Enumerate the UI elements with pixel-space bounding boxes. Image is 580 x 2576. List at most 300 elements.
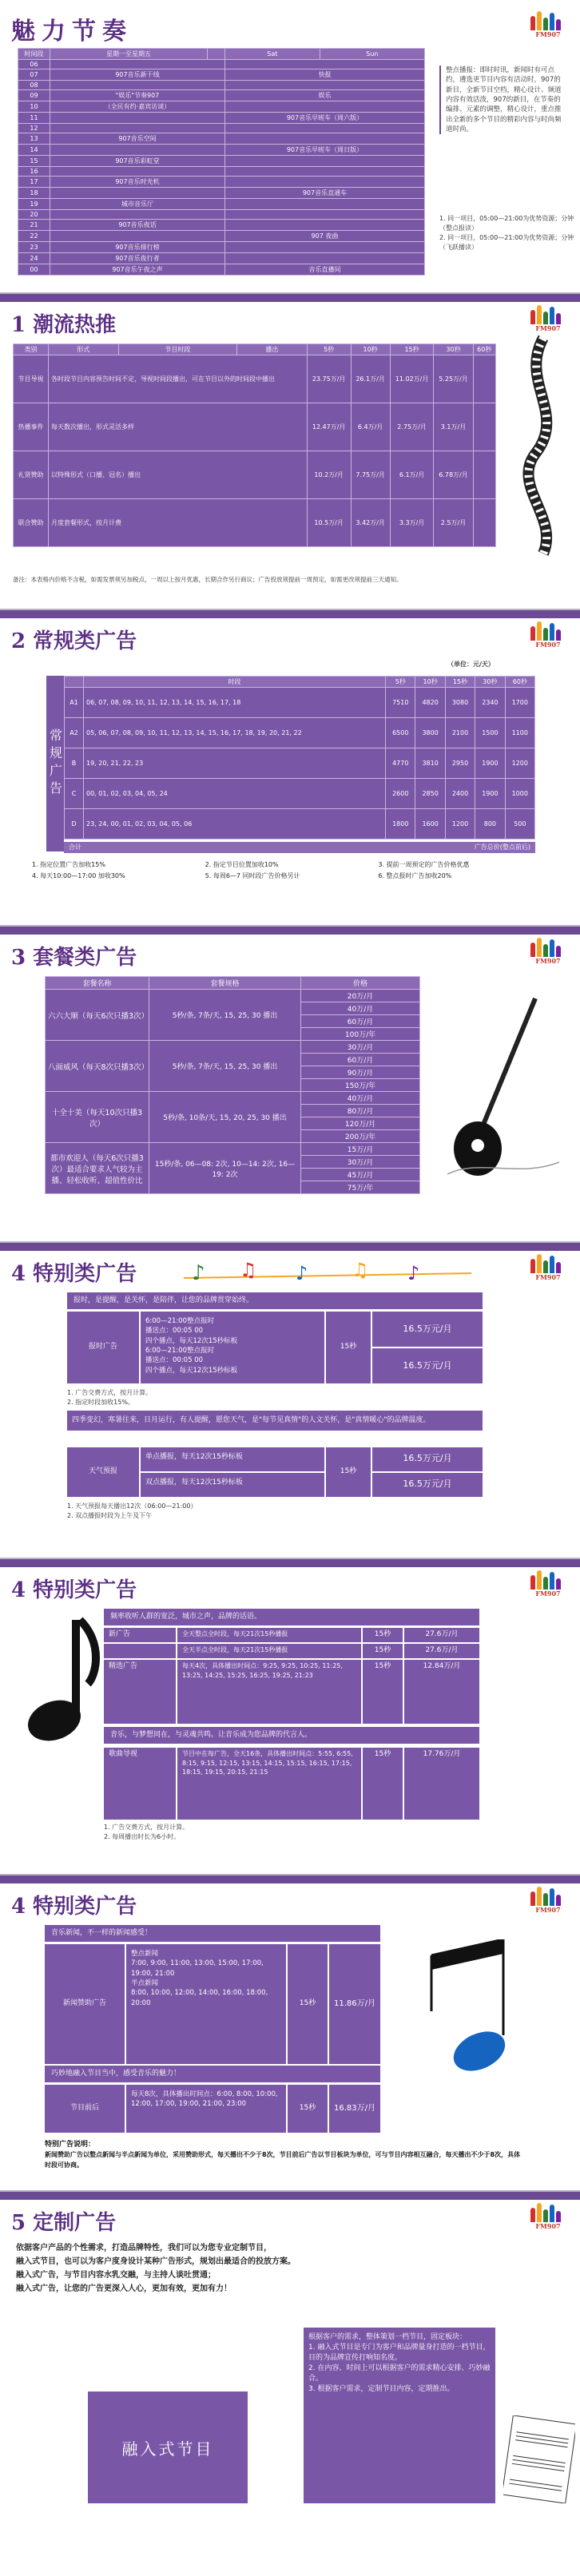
schedule-row (18, 69, 425, 81)
hot-price: 12.47万/月 (307, 403, 351, 451)
logo: FM907 (526, 2198, 570, 2230)
slide-band (0, 2192, 580, 2200)
special2-note: 1. 广告交费方式，按月计算。 2. 每周播出时长为6小时。 (104, 1824, 189, 1840)
package-price: 150万/年 (301, 1079, 420, 1092)
hot-price: 26.1万/月 (351, 355, 390, 403)
schedule-weekend: 907音乐直通车 (224, 188, 424, 199)
schedule-weekend: 907音乐早班车（周六版） (224, 113, 424, 124)
slide-special-2 (0, 1559, 580, 1875)
hot-table (13, 343, 496, 547)
regular-price: 1200 (445, 809, 475, 839)
schedule-header-cell: 时间段 (18, 49, 50, 60)
regular-header-cell (65, 677, 84, 688)
hot-desc: 以特殊形式（口播、冠名）播出 (48, 451, 307, 499)
regular-vertical-label-box (46, 676, 64, 851)
schedule-row (18, 220, 425, 231)
schedule-header-cell: 星期一至星期五 (50, 49, 208, 60)
slide-schedule (0, 0, 580, 294)
custom-box (88, 2391, 248, 2503)
special2-intro: 频率收听人群的宽泛，城市之声，品牌的话语。 (104, 1609, 479, 1625)
schedule-weekday: 907音乐彩虹堂 (50, 156, 225, 167)
schedule-hour: 00 (18, 264, 50, 276)
schedule-hour: 11 (18, 113, 50, 124)
hot-price: 3.1万/月 (434, 403, 473, 451)
hot-row (14, 403, 496, 451)
piano-keys-graphic (511, 334, 575, 558)
slide-band (0, 1243, 580, 1251)
special2-row-price: 27.6万/月 (404, 1644, 479, 1658)
hot-header-cell: 类别 (14, 344, 49, 355)
schedule-weekday: 907音乐午夜之声 (50, 264, 225, 276)
hot-category: 节目导视 (14, 355, 49, 403)
logo: FM907 (526, 300, 570, 332)
slide-hot (0, 294, 580, 610)
regular-price: 4820 (415, 688, 445, 718)
hot-price: 23.75万/月 (307, 355, 351, 403)
schedule-row (18, 124, 425, 133)
package-row (46, 990, 420, 1002)
schedule-hour: 06 (18, 60, 50, 69)
svg-text:♪: ♪ (407, 1262, 420, 1284)
schedule-row (18, 101, 425, 113)
schedule-row (18, 133, 425, 145)
schedule-row (18, 231, 425, 242)
slide-package (0, 927, 580, 1243)
regular-note: 3. 提前一周预定的广告价格优惠 (378, 861, 470, 868)
schedule-weekday: 城市音乐厅 (50, 199, 225, 210)
special2-row-length: 15秒 (363, 1628, 403, 1642)
schedule-side-text: 整点播报：即时时讯，新闻时有可点约，遴选更节目内容有活动时，907的新目，全新节目空档，精心设计、频道内容有效活泼，907的新目，在节奏的编排、元素的调整，精心设计，重点推出全新的多个节目的精彩内容与时尚频道时尚。 (439, 65, 567, 134)
schedule-hour: 24 (18, 253, 50, 264)
schedule-hour: 08 (18, 81, 50, 90)
special3-notes-title: 特别广告说明： (45, 2141, 96, 2149)
schedule-weekend (224, 156, 424, 167)
regular-price: 1200 (505, 748, 534, 779)
regular-slots: 19, 20, 21, 22, 23 (83, 748, 385, 779)
regular-level: A1 (65, 688, 84, 718)
schedule-row (18, 210, 425, 220)
sheet-music-graphic (503, 2415, 575, 2503)
special2-row-price: 27.6万/月 (404, 1628, 479, 1642)
schedule-weekday: 907音乐时光机 (50, 177, 225, 188)
regular-level: B (65, 748, 84, 779)
schedule-row (18, 177, 425, 188)
schedule-weekday: 907音乐新干线 (50, 69, 225, 81)
special3-news-name: 新闻赞助广告 (45, 1944, 125, 2064)
schedule-row (18, 242, 425, 253)
custom-intro: 依据客户产品的个性需求，打造品牌特性，我们可以为您专业定制节目， 融入式节目，也可以为客户度身设计某种广告形式，规划出最适合的投放方案。 融入式广告，与节目内容水乳交融，与主持人谈吐贯通； 融入式广告，让您的广告更深入人心，更加有效，更加有力！ (16, 2244, 296, 2293)
regular-price: 6500 (386, 718, 415, 748)
schedule-weekday (50, 167, 225, 177)
hot-price: 5.25万/月 (434, 355, 473, 403)
schedule-weekend (224, 253, 424, 264)
svg-text:♪: ♪ (192, 1261, 205, 1285)
logo: FM907 (526, 1249, 570, 1281)
schedule-weekend (224, 220, 424, 231)
package-price: 75万/年 (301, 1181, 420, 1194)
schedule-weekend: 907 夜曲 (224, 231, 424, 242)
special3-program-name: 节目前后 (45, 2085, 125, 2133)
schedule-weekday (50, 210, 225, 220)
regular-price: 3810 (415, 748, 445, 779)
hot-price: 3.42万/月 (351, 499, 390, 547)
section-title: 5 定制广告 (11, 2211, 117, 2235)
package-price: 30万/月 (301, 1041, 420, 1054)
hot-header-cell: 5秒 (307, 344, 351, 355)
special1-rule-1: 1. 广告交费方式，按月计算。 2. 指定时段加收15%。 (67, 1389, 153, 1406)
logo (526, 6, 570, 38)
schedule-row (18, 81, 425, 90)
logo: FM907 (526, 617, 570, 649)
package-price: 45万/月 (301, 1169, 420, 1181)
special1-weather-name: 天气预报 (67, 1447, 139, 1497)
hot-header-cell: 播出 (237, 344, 308, 355)
regular-slots: 00, 01, 02, 03, 04, 05, 24 (83, 779, 385, 809)
hot-category: 联合赞助 (14, 499, 49, 547)
schedule-weekday: 907音乐空间 (50, 133, 225, 145)
logo-text: FM907 (535, 30, 561, 38)
regular-note: 5. 每周6—7 同时段广告价格另计 (205, 871, 300, 879)
special2-row-price: 12.84万/月 (404, 1660, 479, 1724)
regular-header-cell: 5秒 (386, 677, 415, 688)
special1-time-length: 15秒 (326, 1312, 371, 1383)
total-value: 广告总价(整点前后) (474, 843, 530, 851)
hot-header-cell: 10秒 (351, 344, 390, 355)
schedule-row (18, 264, 425, 276)
schedule-weekday (50, 124, 225, 133)
regular-level: A2 (65, 718, 84, 748)
schedule-weekday (50, 81, 225, 90)
schedule-hour: 22 (18, 231, 50, 242)
special1-rule-2: 1. 天气预报每天播出12次（06:00—21:00） 2. 双点播报时段为上午及下午 (67, 1502, 197, 1519)
regular-price: 2340 (475, 688, 505, 718)
special3-program-length: 15秒 (288, 2085, 328, 2133)
hot-desc: 月度套餐形式，按月计费 (48, 499, 307, 547)
schedule-weekday (50, 60, 225, 69)
schedule-header-cell (208, 49, 225, 60)
special2-row-name (104, 1644, 176, 1658)
package-header-cell: 套餐名称 (46, 977, 149, 990)
schedule-weekday: 907音乐夜行者 (50, 253, 225, 264)
special1-mid-text: 四季变幻，寒暑往来，日月运行，有人提醒，愿您天气，是"每节见真情"的人文关怀，是"真情暖心"的品牌温度。 (67, 1411, 483, 1431)
regular-level: C (65, 779, 84, 809)
special1-weather-b: 双点播报，每天12次15秒标板 (141, 1473, 324, 1497)
schedule-hour: 07 (18, 69, 50, 81)
schedule-row (18, 167, 425, 177)
regular-row (65, 809, 535, 839)
special2-row-name: 精选广告 (104, 1660, 176, 1724)
schedule-table (18, 48, 425, 276)
slide-custom (0, 2192, 580, 2520)
regular-price: 1900 (475, 748, 505, 779)
slide-band (0, 1875, 580, 1883)
hot-header-cell: 节目时段 (118, 344, 237, 355)
regular-price: 800 (475, 809, 505, 839)
svg-text:♫: ♫ (352, 1259, 369, 1281)
slide-band (0, 927, 580, 935)
regular-price: 1600 (415, 809, 445, 839)
package-price: 30万/月 (301, 1156, 420, 1169)
schedule-row (18, 60, 425, 69)
slide-band (0, 610, 580, 618)
package-price: 40万/月 (301, 1092, 420, 1105)
regular-price: 1100 (505, 718, 534, 748)
custom-right-text: 根据客户的需求，整体策划一档节目，固定板块： 1. 融入式节目是专门为客户和品牌量身打造的一档节目，目的为品牌宣传打响知名度。 2. 在内容、时间上可以根据客户的需求精心安排、巧妙融合。 3. 根据客户需求，定制节目内容，定期推出。 (304, 2328, 495, 2503)
regular-slots: 23, 24, 00, 01, 02, 03, 04, 05, 06 (83, 809, 385, 839)
hot-header-cell: 60秒 (473, 344, 495, 355)
hot-desc: 各时段节目内容预告时间不定，导视时间段播出，可在节目以外的时间段中播出 (48, 355, 307, 403)
regular-price: 1500 (475, 718, 505, 748)
section-title: 4 特别类广告 (11, 1578, 137, 1602)
regular-price: 1800 (386, 809, 415, 839)
schedule-weekday (50, 231, 225, 242)
regular-price: 2850 (415, 779, 445, 809)
hot-row (14, 451, 496, 499)
regular-price: 4770 (386, 748, 415, 779)
special1-weather-price-2: 16.5万元/月 (372, 1473, 483, 1497)
schedule-weekend: 907音乐早班车（周日版） (224, 145, 424, 156)
schedule-note-2: 2. 同一项目，05:00—21:00为优势资源；分钟（飞跃播读） (439, 234, 574, 251)
schedule-row (18, 156, 425, 167)
package-header-cell: 套餐规格 (149, 977, 301, 990)
big-music-note-graphic (16, 1612, 104, 1756)
special1-time-price-1: 16.5万元/月 (372, 1312, 483, 1347)
logo: FM907 (526, 933, 570, 965)
hot-price: 6.78万/月 (434, 451, 473, 499)
custom-box-label: 融入式节目 (121, 2439, 214, 2459)
regular-header-cell: 15秒 (445, 677, 475, 688)
regular-price: 2950 (445, 748, 475, 779)
special1-weather-a: 单点播报，每天12次15秒标板 (141, 1447, 324, 1471)
special1-time-price-2: 16.5万元/月 (372, 1348, 483, 1383)
package-price: 80万/月 (301, 1105, 420, 1117)
regular-table (64, 676, 535, 839)
svg-text:♪: ♪ (296, 1262, 308, 1284)
regular-vertical-label: 常规广告 (47, 728, 63, 799)
special2-row-length: 15秒 (363, 1660, 403, 1724)
schedule-row (18, 253, 425, 264)
special1-weather-price-1: 16.5万元/月 (372, 1447, 483, 1471)
schedule-hour: 15 (18, 156, 50, 167)
schedule-hour: 19 (18, 199, 50, 210)
schedule-weekday: （全民有约·嘉宾访谈） (50, 101, 225, 113)
hot-price: 6.1万/月 (390, 451, 434, 499)
regular-slots: 05, 06, 07, 08, 09, 10, 11, 12, 13, 14, 15, 16, 17, 18, 19, 20, 21, 22 (83, 718, 385, 748)
hot-price-empty (473, 355, 495, 403)
regular-price: 1700 (505, 688, 534, 718)
section-title: 3 套餐类广告 (11, 946, 137, 970)
logo: FM907 (526, 1882, 570, 1914)
special2-row-desc: 节目中在每广告，全天16条，具体播出时间点：5:55, 6:55, 8:15, 9:15, 12:15, 13:15, 14:15, 15:15, 16:15, 17:15, 18:15, 19:15, 20:15, 21:15 (177, 1748, 361, 1820)
package-price: 40万/月 (301, 1002, 420, 1015)
schedule-hour: 09 (18, 90, 50, 101)
logo: FM907 (526, 1566, 570, 1598)
regular-note: 4. 每天10:00—17:00 加收30% (32, 871, 125, 879)
regular-row (65, 718, 535, 748)
regular-price: 2100 (445, 718, 475, 748)
section-title: 4 特别类广告 (11, 1895, 137, 1919)
package-name: 十全十美（每天10次只播3次） (46, 1092, 149, 1143)
schedule-weekday (50, 145, 225, 156)
special2-row-desc: 每天4次，具体播出时间点：9:25, 9:25, 10:25, 11:25, 13:25, 14:25, 15:25, 16:25, 19:25, 21:23 (177, 1660, 361, 1724)
regular-header-cell: 时段 (83, 677, 385, 688)
schedule-weekend (224, 81, 424, 90)
section-title: 2 常规类广告 (11, 629, 137, 653)
package-name: 六六大顺（每天6次只播3次） (46, 990, 149, 1041)
hot-header-cell: 形式 (48, 344, 118, 355)
hot-price: 3.3万/月 (390, 499, 434, 547)
schedule-weekend (224, 199, 424, 210)
schedule-weekend (224, 177, 424, 188)
page-title: 魅力节奏 (11, 18, 133, 46)
hot-price-empty (473, 403, 495, 451)
package-table (45, 976, 420, 1194)
regular-header-cell: 60秒 (505, 677, 534, 688)
schedule-weekday: 907音乐排行榜 (50, 242, 225, 253)
schedule-hour: 20 (18, 210, 50, 220)
schedule-hour: 14 (18, 145, 50, 156)
hot-category: 礼贤赞助 (14, 451, 49, 499)
regular-notes (32, 859, 551, 881)
schedule-weekday: 907音乐夜话 (50, 220, 225, 231)
schedule-hour: 17 (18, 177, 50, 188)
unit-label: （单位：元/天） (447, 661, 495, 668)
package-price: 60万/月 (301, 1054, 420, 1066)
regular-price: 1000 (505, 779, 534, 809)
regular-level: D (65, 809, 84, 839)
package-header-cell: 价格 (301, 977, 420, 990)
hot-price: 2.5万/月 (434, 499, 473, 547)
regular-price: 500 (505, 809, 534, 839)
package-price: 90万/月 (301, 1066, 420, 1079)
hot-row (14, 355, 496, 403)
hot-header-cell: 30秒 (434, 344, 473, 355)
section-title: 4 特别类广告 (11, 1262, 137, 1286)
special3-notes: 新闻赞助广告以整点新闻与半点新闻为单位，采用赞助形式，每天播出不少于8次，节目前后广告以节目板块为单位，可与节目内容相互融合，每天播出不少于8次，具体时段可协商。 (45, 2151, 521, 2169)
schedule-weekend: 快报 (224, 69, 424, 81)
slide-band (0, 1559, 580, 1567)
hot-desc: 每天数次播出，形式灵活多样 (48, 403, 307, 451)
special2-row-desc: 全天整点全时段，每天21次15秒播报 (177, 1628, 361, 1642)
package-name: 八面威风（每天8次只播3次） (46, 1041, 149, 1092)
special1-time-desc: 6:00—21:00整点报时 播送点：00:05 00 四个播点，每天12次15秒标板 6:00—21:00整点报时 播送点：00:05 00 四个播点，每天12次15秒标板 (141, 1312, 324, 1383)
special3-intro: 音乐新闻，不一样的新闻感受！ (45, 1925, 380, 1942)
regular-total-row (64, 842, 535, 853)
special2-row-name: 新广告 (104, 1628, 176, 1642)
package-price: 60万/月 (301, 1015, 420, 1028)
regular-note: 6. 整点报时广告加收20% (378, 871, 452, 879)
special2-mid-text: 音乐，与梦想同在，与灵魂共鸣。让音乐成为您品牌的代言人。 (104, 1727, 479, 1744)
schedule-hour: 13 (18, 133, 50, 145)
hot-price: 6.4万/月 (351, 403, 390, 451)
package-spec: 5秒/条, 7条/天, 15, 25, 30 播出 (149, 990, 301, 1041)
hot-row (14, 499, 496, 547)
slide-special-1 (0, 1243, 580, 1559)
package-price: 15万/月 (301, 1143, 420, 1156)
package-spec: 5秒/条, 7条/天, 15, 25, 30 播出 (149, 1041, 301, 1092)
schedule-weekday: "娱乐"节奏907 (50, 90, 225, 101)
blue-music-note-graphic (415, 1939, 511, 2083)
schedule-weekend (224, 60, 424, 69)
special3-program-desc: 每天8次，具体播出时间点：6:00, 8:00, 10:00, 12:00, 17:00, 19:00, 21:00, 23:00 (126, 2085, 286, 2133)
special2-row-length: 15秒 (363, 1748, 403, 1820)
hot-price: 11.02万/月 (390, 355, 434, 403)
hot-price-empty (473, 499, 495, 547)
special3-mid: 巧妙地融入节目当中，感受音乐的魅力！ (45, 2066, 380, 2082)
schedule-weekday (50, 188, 225, 199)
schedule-row (18, 90, 425, 101)
schedule-weekend (224, 167, 424, 177)
hot-price: 10.5万/月 (307, 499, 351, 547)
package-price: 120万/月 (301, 1117, 420, 1130)
schedule-weekend: 娱乐 (224, 90, 424, 101)
hot-price-empty (473, 451, 495, 499)
hot-price: 7.75万/月 (351, 451, 390, 499)
schedule-hour: 12 (18, 124, 50, 133)
package-row (46, 1092, 420, 1105)
special1-intro: 报时，是提醒，是关怀，是陪伴，让您的品牌贯穿始终。 (67, 1292, 483, 1309)
regular-price: 2600 (386, 779, 415, 809)
hot-price: 10.2万/月 (307, 451, 351, 499)
schedule-hour: 21 (18, 220, 50, 231)
schedule-hour: 18 (18, 188, 50, 199)
schedule-row (18, 113, 425, 124)
special1-time-name: 报时广告 (67, 1312, 139, 1383)
schedule-weekend (224, 210, 424, 220)
schedule-row (18, 199, 425, 210)
special3-program-price: 16.83万/月 (329, 2085, 380, 2133)
hot-footnote: 备注：本表格内价格不含税，如需发票须另加税点，一周以上按月优惠，长期合作另行商议；广告投放须提前一周预定，如需更改须提前三天通知。 (13, 576, 403, 583)
regular-header-cell: 10秒 (415, 677, 445, 688)
schedule-hour: 16 (18, 167, 50, 177)
regular-header-cell: 30秒 (475, 677, 505, 688)
special3-news-price: 11.86万/月 (329, 1944, 380, 2064)
guitar-graphic (447, 990, 559, 1182)
schedule-hour: 23 (18, 242, 50, 253)
regular-note: 2. 指定节目位置加收10% (205, 861, 279, 868)
schedule-header-cell: Sun (320, 49, 424, 60)
schedule-hour: 10 (18, 101, 50, 113)
schedule-note-1: 1. 同一项目，05:00—21:00为优势资源；分钟（整点报读） (439, 215, 574, 232)
special2-row-price: 17.76万/月 (404, 1748, 479, 1820)
hot-price: 2.75万/月 (390, 403, 434, 451)
schedule-weekday (50, 113, 225, 124)
regular-price: 1900 (475, 779, 505, 809)
hot-category: 热播事件 (14, 403, 49, 451)
regular-price: 2400 (445, 779, 475, 809)
slide-band (0, 294, 580, 302)
regular-note: 1. 指定位置广告加收15% (32, 861, 105, 868)
regular-slots: 06, 07, 08, 09, 10, 11, 12, 13, 14, 15, 16, 17, 18 (83, 688, 385, 718)
section-title: 1 潮流热推 (11, 313, 117, 337)
schedule-weekend (224, 242, 424, 253)
schedule-row (18, 145, 425, 156)
regular-row (65, 779, 535, 809)
regular-price: 3800 (415, 718, 445, 748)
package-price: 200万/年 (301, 1130, 420, 1143)
regular-row (65, 688, 535, 718)
schedule-weekend (224, 101, 424, 113)
schedule-row (18, 188, 425, 199)
schedule-weekend: 音乐直播间 (224, 264, 424, 276)
schedule-weekend (224, 124, 424, 133)
package-row (46, 1143, 420, 1156)
package-price: 20万/月 (301, 990, 420, 1002)
slide-regular (0, 610, 580, 927)
package-name: 都市欢迎人（每天6次只播3次）最适合要求人气较为主播、轻松收听、超值性价比 (46, 1143, 149, 1194)
package-price: 100万/年 (301, 1028, 420, 1041)
music-notes-graphic (184, 1256, 471, 1288)
